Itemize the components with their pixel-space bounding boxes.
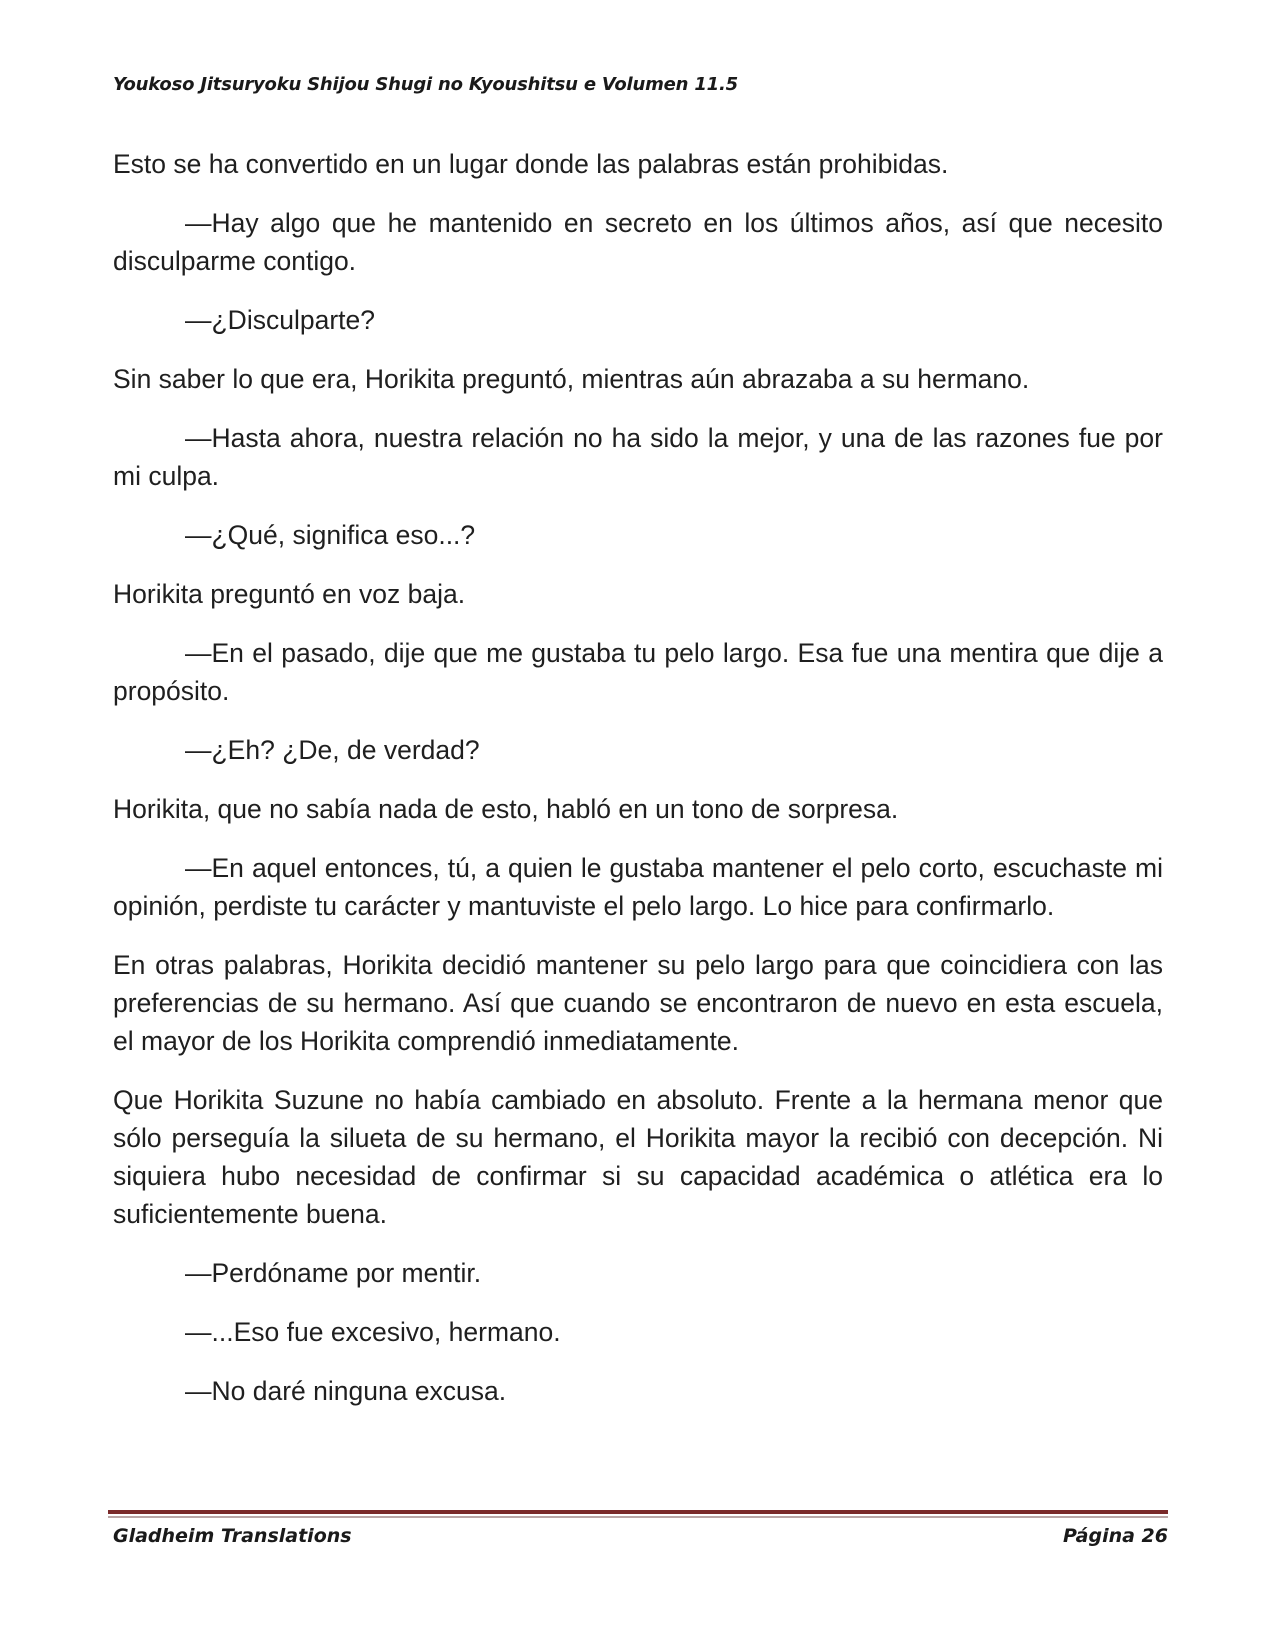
paragraph: Horikita, que no sabía nada de esto, habló en un tono de sorpresa. [113,794,899,824]
dialogue-line: —¿Qué, significa eso...? [185,520,476,550]
footer-page-number: Página 26 [1062,1525,1168,1547]
dialogue-line: —Hasta ahora, nuestra relación no ha sido la mejor, y una de las razones fue por mi culpa. [113,423,1163,491]
paragraph: En otras palabras, Horikita decidió mantener su pelo largo para que coincidiera con las preferencias de su hermano. Así que cuando se encontraron de nuevo en esta escuela, el mayor de los Horikita comprendió inmediatamente. [113,950,1163,1056]
footer-divider-thin [108,1516,1168,1518]
dialogue-line: —En el pasado, dije que me gustaba tu pelo largo. Esa fue una mentira que dije a propósito. [113,638,1163,706]
paragraph: Sin saber lo que era, Horikita preguntó, mientras aún abrazaba a su hermano. [113,364,1030,394]
dialogue-line: —Hay algo que he mantenido en secreto en los últimos años, así que necesito disculparme contigo. [113,208,1163,276]
footer-translator: Gladheim Translations [113,1525,352,1547]
paragraph: Horikita preguntó en voz baja. [113,579,466,609]
running-header: Youkoso Jitsuryoku Shijou Shugi no Kyoushitsu e Volumen 11.5 [113,74,738,95]
dialogue-line: —No daré ninguna excusa. [185,1376,507,1406]
dialogue-line: —Perdóname por mentir. [185,1258,482,1288]
dialogue-line: —¿Eh? ¿De, de verdad? [185,735,480,765]
dialogue-line: —...Eso fue excesivo, hermano. [185,1317,561,1347]
footer-divider [108,1510,1168,1514]
paragraph: Que Horikita Suzune no había cambiado en absoluto. Frente a la hermana menor que sólo perseguía la silueta de su hermano, el Horikita mayor la recibió con decepción. Ni siquiera hubo necesidad de confirmar si su capacidad académica o atlética era lo suficientemente buena. [113,1085,1163,1229]
page-body [113,145,1163,1431]
paragraph: Esto se ha convertido en un lugar donde las palabras están prohibidas. [113,149,949,179]
dialogue-line: —En aquel entonces, tú, a quien le gustaba mantener el pelo corto, escuchaste mi opinión, perdiste tu carácter y mantuviste el pelo largo. Lo hice para confirmarlo. [113,853,1163,921]
dialogue-line: —¿Disculparte? [185,305,375,335]
